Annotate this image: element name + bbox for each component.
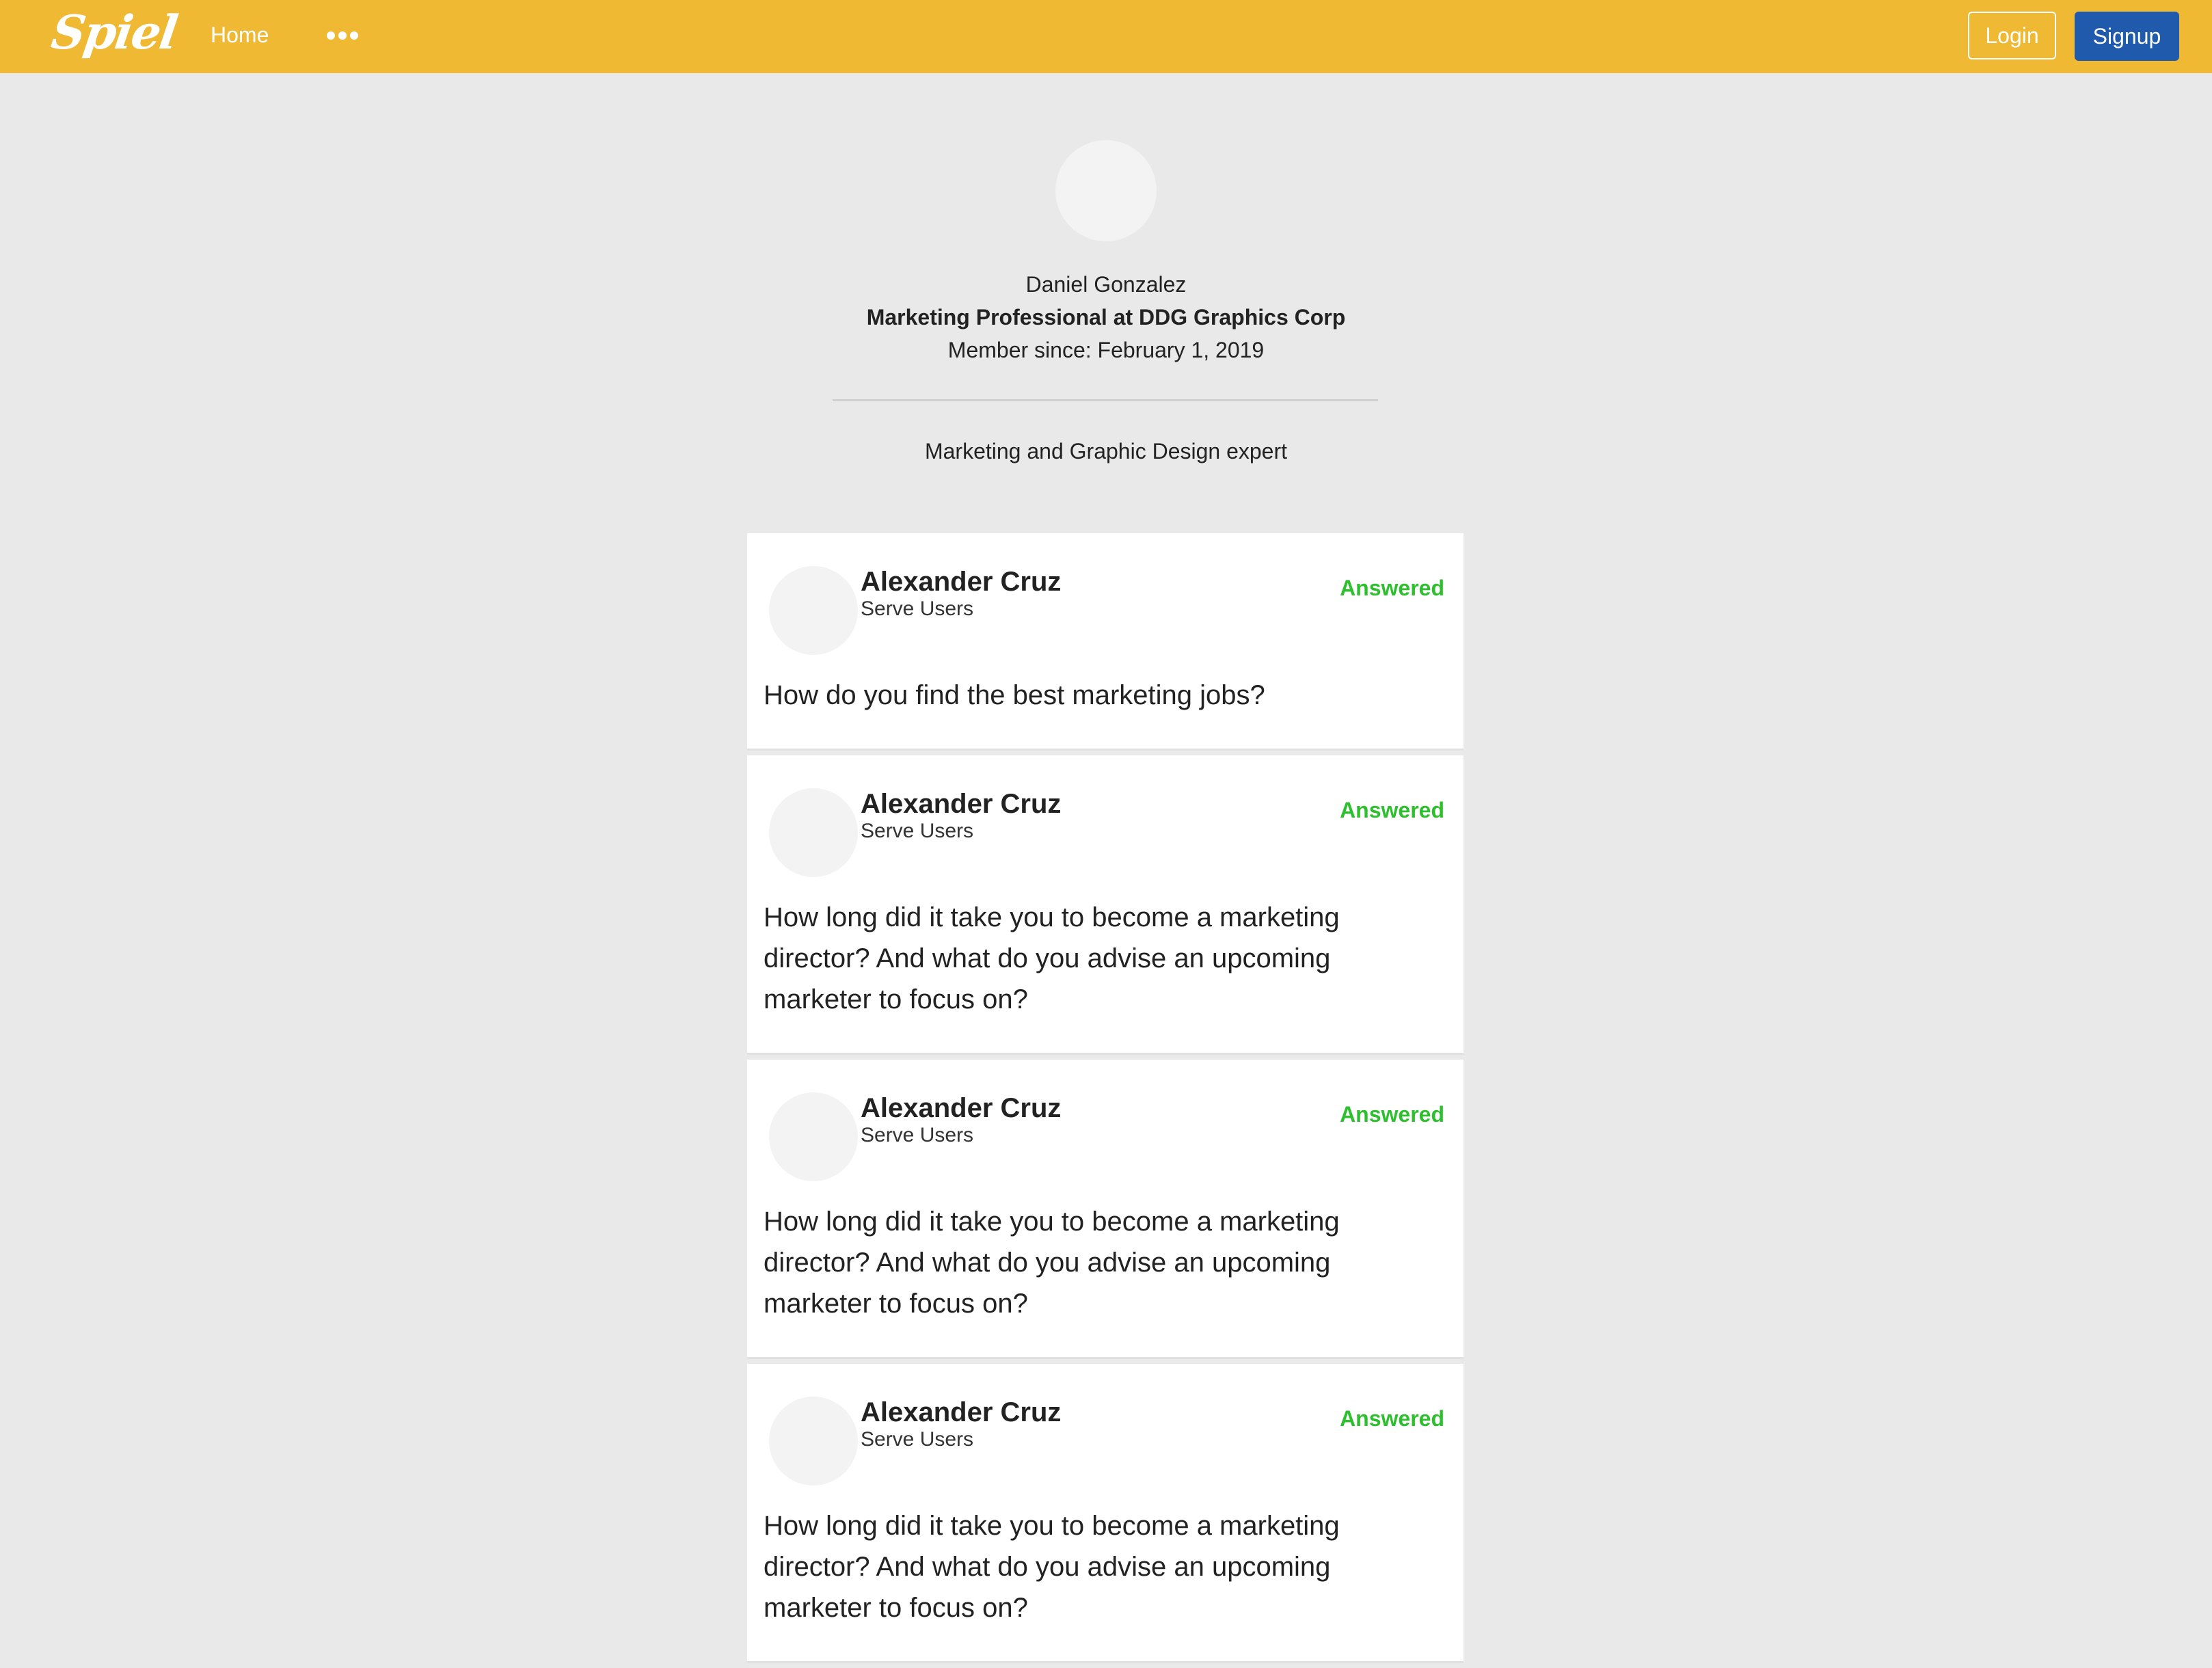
dot [350,31,358,40]
asker-avatar [769,1397,858,1485]
asker-role: Serve Users [861,1124,974,1146]
profile-name: Daniel Gonzalez [1025,272,1187,297]
asker-avatar [769,788,858,877]
asker-role: Serve Users [861,597,974,620]
profile-divider [833,399,1378,401]
answered-status: Answered [1340,1406,1444,1431]
signup-button[interactable]: Signup [2075,12,2179,61]
top-nav-bar [0,0,2212,73]
asker-role: Serve Users [861,820,974,842]
question-text[interactable]: How do you find the best marketing jobs? [764,680,1265,710]
answered-status: Answered [1340,576,1444,600]
login-button[interactable]: Login [1968,12,2056,59]
nav-home-link[interactable]: Home [211,23,269,47]
asker-avatar [769,1092,858,1181]
answered-status: Answered [1340,798,1444,822]
asker-name[interactable]: Alexander Cruz [861,567,1062,597]
spiel-logo[interactable]: Spiel [48,5,180,60]
question-card[interactable] [747,755,1464,1053]
question-card[interactable] [747,1060,1464,1357]
answered-status: Answered [1340,1102,1444,1127]
profile-bio: Marketing and Graphic Design expert [924,439,1288,463]
asker-name[interactable]: Alexander Cruz [861,1093,1062,1123]
question-text[interactable]: How long did it take you to become a marketing director? And what do you advise an upcoming marketer to focus on? [764,1207,1340,1319]
question-list [747,533,1464,1668]
ellipsis-icon[interactable] [327,27,361,44]
question-card[interactable] [747,1364,1464,1661]
profile-avatar [1055,140,1157,241]
question-text[interactable]: How long did it take you to become a marketing director? And what do you advise an upcoming marketer to focus on? [764,902,1340,1014]
dot [327,31,335,40]
profile-title: Marketing Professional at DDG Graphics Corp [866,305,1346,329]
asker-name[interactable]: Alexander Cruz [861,1397,1062,1427]
asker-name[interactable]: Alexander Cruz [861,789,1062,819]
profile-member-since: Member since: February 1, 2019 [947,338,1265,362]
asker-avatar [769,566,858,655]
dot [338,31,347,40]
question-card[interactable] [747,533,1464,749]
question-text[interactable]: How long did it take you to become a marketing director? And what do you advise an upcoming marketer to focus on? [764,1511,1340,1623]
asker-role: Serve Users [861,1428,974,1451]
